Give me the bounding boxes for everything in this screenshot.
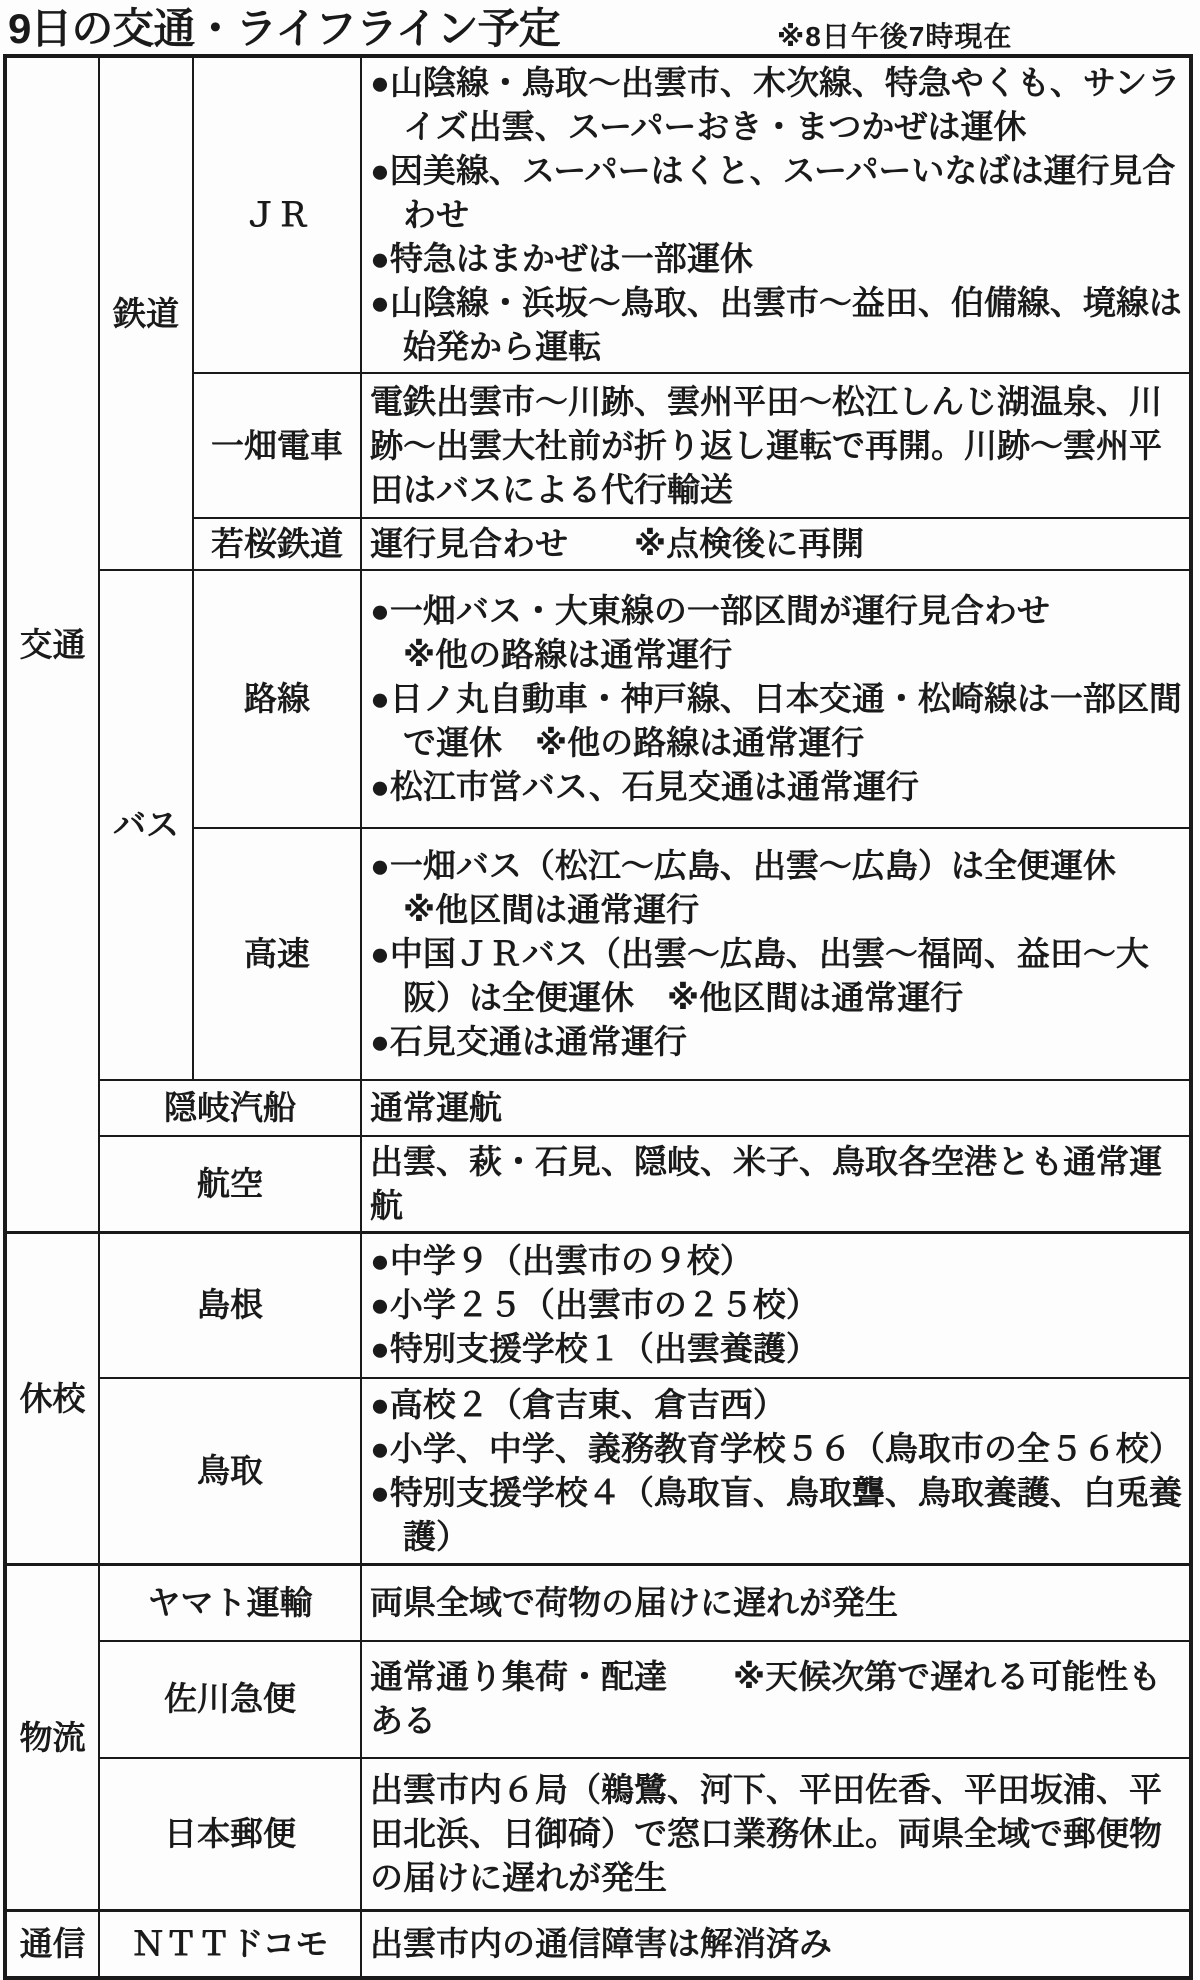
label-wakasa-railway: 若桜鉄道 xyxy=(193,518,361,570)
label-ntt-docomo: ＮＴＴドコモ xyxy=(99,1911,361,1978)
table-row xyxy=(5,1641,1191,1758)
label-tottori: 鳥取 xyxy=(99,1378,361,1565)
table-row xyxy=(5,1565,1191,1641)
entry: ●特急はまかぜは一部運休 xyxy=(370,240,753,277)
content-highway-bus xyxy=(361,828,1191,1080)
table-row xyxy=(5,56,1191,373)
label-highway-bus: 高速 xyxy=(193,828,361,1080)
category-school-closure: 休校 xyxy=(5,1233,99,1565)
category-logistics: 物流 xyxy=(5,1565,99,1911)
header xyxy=(0,0,1200,54)
label-local-bus: 路線 xyxy=(193,570,361,828)
label-ichibata-densha: 一畑電車 xyxy=(193,373,361,518)
entry: ※他の路線は通常運行 xyxy=(403,636,733,673)
table-row xyxy=(5,1911,1191,1978)
entry: ●因美線、スーパーはくと、スーパーいなばは運行見合わせ xyxy=(370,152,1176,233)
table-row xyxy=(5,1080,1191,1136)
entry: 出雲市内の通信障害は解消済み xyxy=(370,1924,832,1962)
category-communication: 通信 xyxy=(5,1911,99,1978)
entry: 通常通り集荷・配達 ※天候次第で遅れる可能性もある xyxy=(370,1658,1162,1739)
entry: ●山陰線・浜坂〜鳥取、出雲市〜益田、伯備線、境線は始発から運転 xyxy=(370,284,1182,365)
entry: ●山陰線・鳥取〜出雲市、木次線、特急やくも、サンライズ出雲、スーパーおき・まつかぜは運休 xyxy=(370,64,1181,145)
content-jr xyxy=(361,56,1191,373)
label-yamato: ヤマト運輸 xyxy=(99,1565,361,1641)
content-tottori xyxy=(361,1378,1191,1565)
content-aviation xyxy=(361,1136,1191,1233)
content-oki-kisen xyxy=(361,1080,1191,1136)
label-aviation: 航空 xyxy=(99,1136,361,1233)
entry: ●高校２（倉吉東、倉吉西） xyxy=(370,1385,786,1423)
entry: 出雲、萩・石見、隠岐、米子、鳥取各空港とも通常運航 xyxy=(370,1143,1162,1224)
entry: 通常運航 xyxy=(370,1089,502,1126)
entry: ●一畑バス・大東線の一部区間が運行見合わせ xyxy=(370,592,1050,629)
entry: ●一畑バス（松江〜広島、出雲〜広島）は全便運休 xyxy=(370,847,1116,884)
table-row xyxy=(5,1233,1191,1378)
schedule-table xyxy=(3,54,1193,1980)
content-local-bus xyxy=(361,570,1191,828)
asof-note: ※8日午後7時現在 xyxy=(777,21,1013,52)
content-shimane xyxy=(361,1233,1191,1378)
content-yamato xyxy=(361,1565,1191,1641)
page-title: 9日の交通・ライフライン予定 xyxy=(8,5,560,52)
group-bus: バス xyxy=(99,570,193,1080)
label-sagawa: 佐川急便 xyxy=(99,1641,361,1758)
label-jr: ＪＲ xyxy=(193,56,361,373)
entry: ●松江市営バス、石見交通は通常運行 xyxy=(370,768,919,805)
label-oki-kisen: 隠岐汽船 xyxy=(99,1080,361,1136)
content-ichibata-densha xyxy=(361,373,1191,518)
entry: ●石見交通は通常運行 xyxy=(370,1023,687,1060)
entry: ※他区間は通常運行 xyxy=(403,891,700,928)
entry: ●特別支援学校１（出雲養護） xyxy=(370,1330,819,1368)
content-sagawa xyxy=(361,1641,1191,1758)
entry: ●特別支援学校４（鳥取盲、鳥取聾、鳥取養護、白兎養護） xyxy=(370,1473,1182,1555)
entry: 運行見合わせ ※点検後に再開 xyxy=(370,525,865,562)
entry: 電鉄出雲市〜川跡、雲州平田〜松江しんじ湖温泉、川跡〜出雲大社前が折り返し運転で再開。川跡〜雲州平田はバスによる代行輸送 xyxy=(370,382,1162,508)
entry: ●日ノ丸自動車・神戸線、日本交通・松崎線は一部区間で運休 ※他の路線は通常運行 xyxy=(370,680,1182,761)
content-ntt-docomo xyxy=(361,1911,1191,1978)
table-row xyxy=(5,1378,1191,1565)
entry: 出雲市内６局（鵜鷺、河下、平田佐香、平田坂浦、平田北浜、日御碕）で窓口業務休止。両県全域で郵便物の届けに遅れが発生 xyxy=(370,1770,1162,1896)
content-japan-post xyxy=(361,1758,1191,1911)
category-transport: 交通 xyxy=(5,56,99,1233)
entry: ●中学９（出雲市の９校） xyxy=(370,1242,753,1280)
entry: 両県全域で荷物の届けに遅れが発生 xyxy=(370,1583,898,1621)
entry: ●小学２５（出雲市の２５校） xyxy=(370,1286,819,1324)
content-wakasa-railway xyxy=(361,518,1191,570)
table-row xyxy=(5,570,1191,828)
label-shimane: 島根 xyxy=(99,1233,361,1378)
table-row xyxy=(5,1758,1191,1911)
table-row xyxy=(5,1136,1191,1233)
label-japan-post: 日本郵便 xyxy=(99,1758,361,1911)
group-railway: 鉄道 xyxy=(99,56,193,570)
entry: ●中国ＪＲバス（出雲〜広島、出雲〜福岡、益田〜大阪）は全便運休 ※他区間は通常運行 xyxy=(370,935,1149,1016)
entry: ●小学、中学、義務教育学校５６（鳥取市の全５６校） xyxy=(370,1429,1182,1467)
